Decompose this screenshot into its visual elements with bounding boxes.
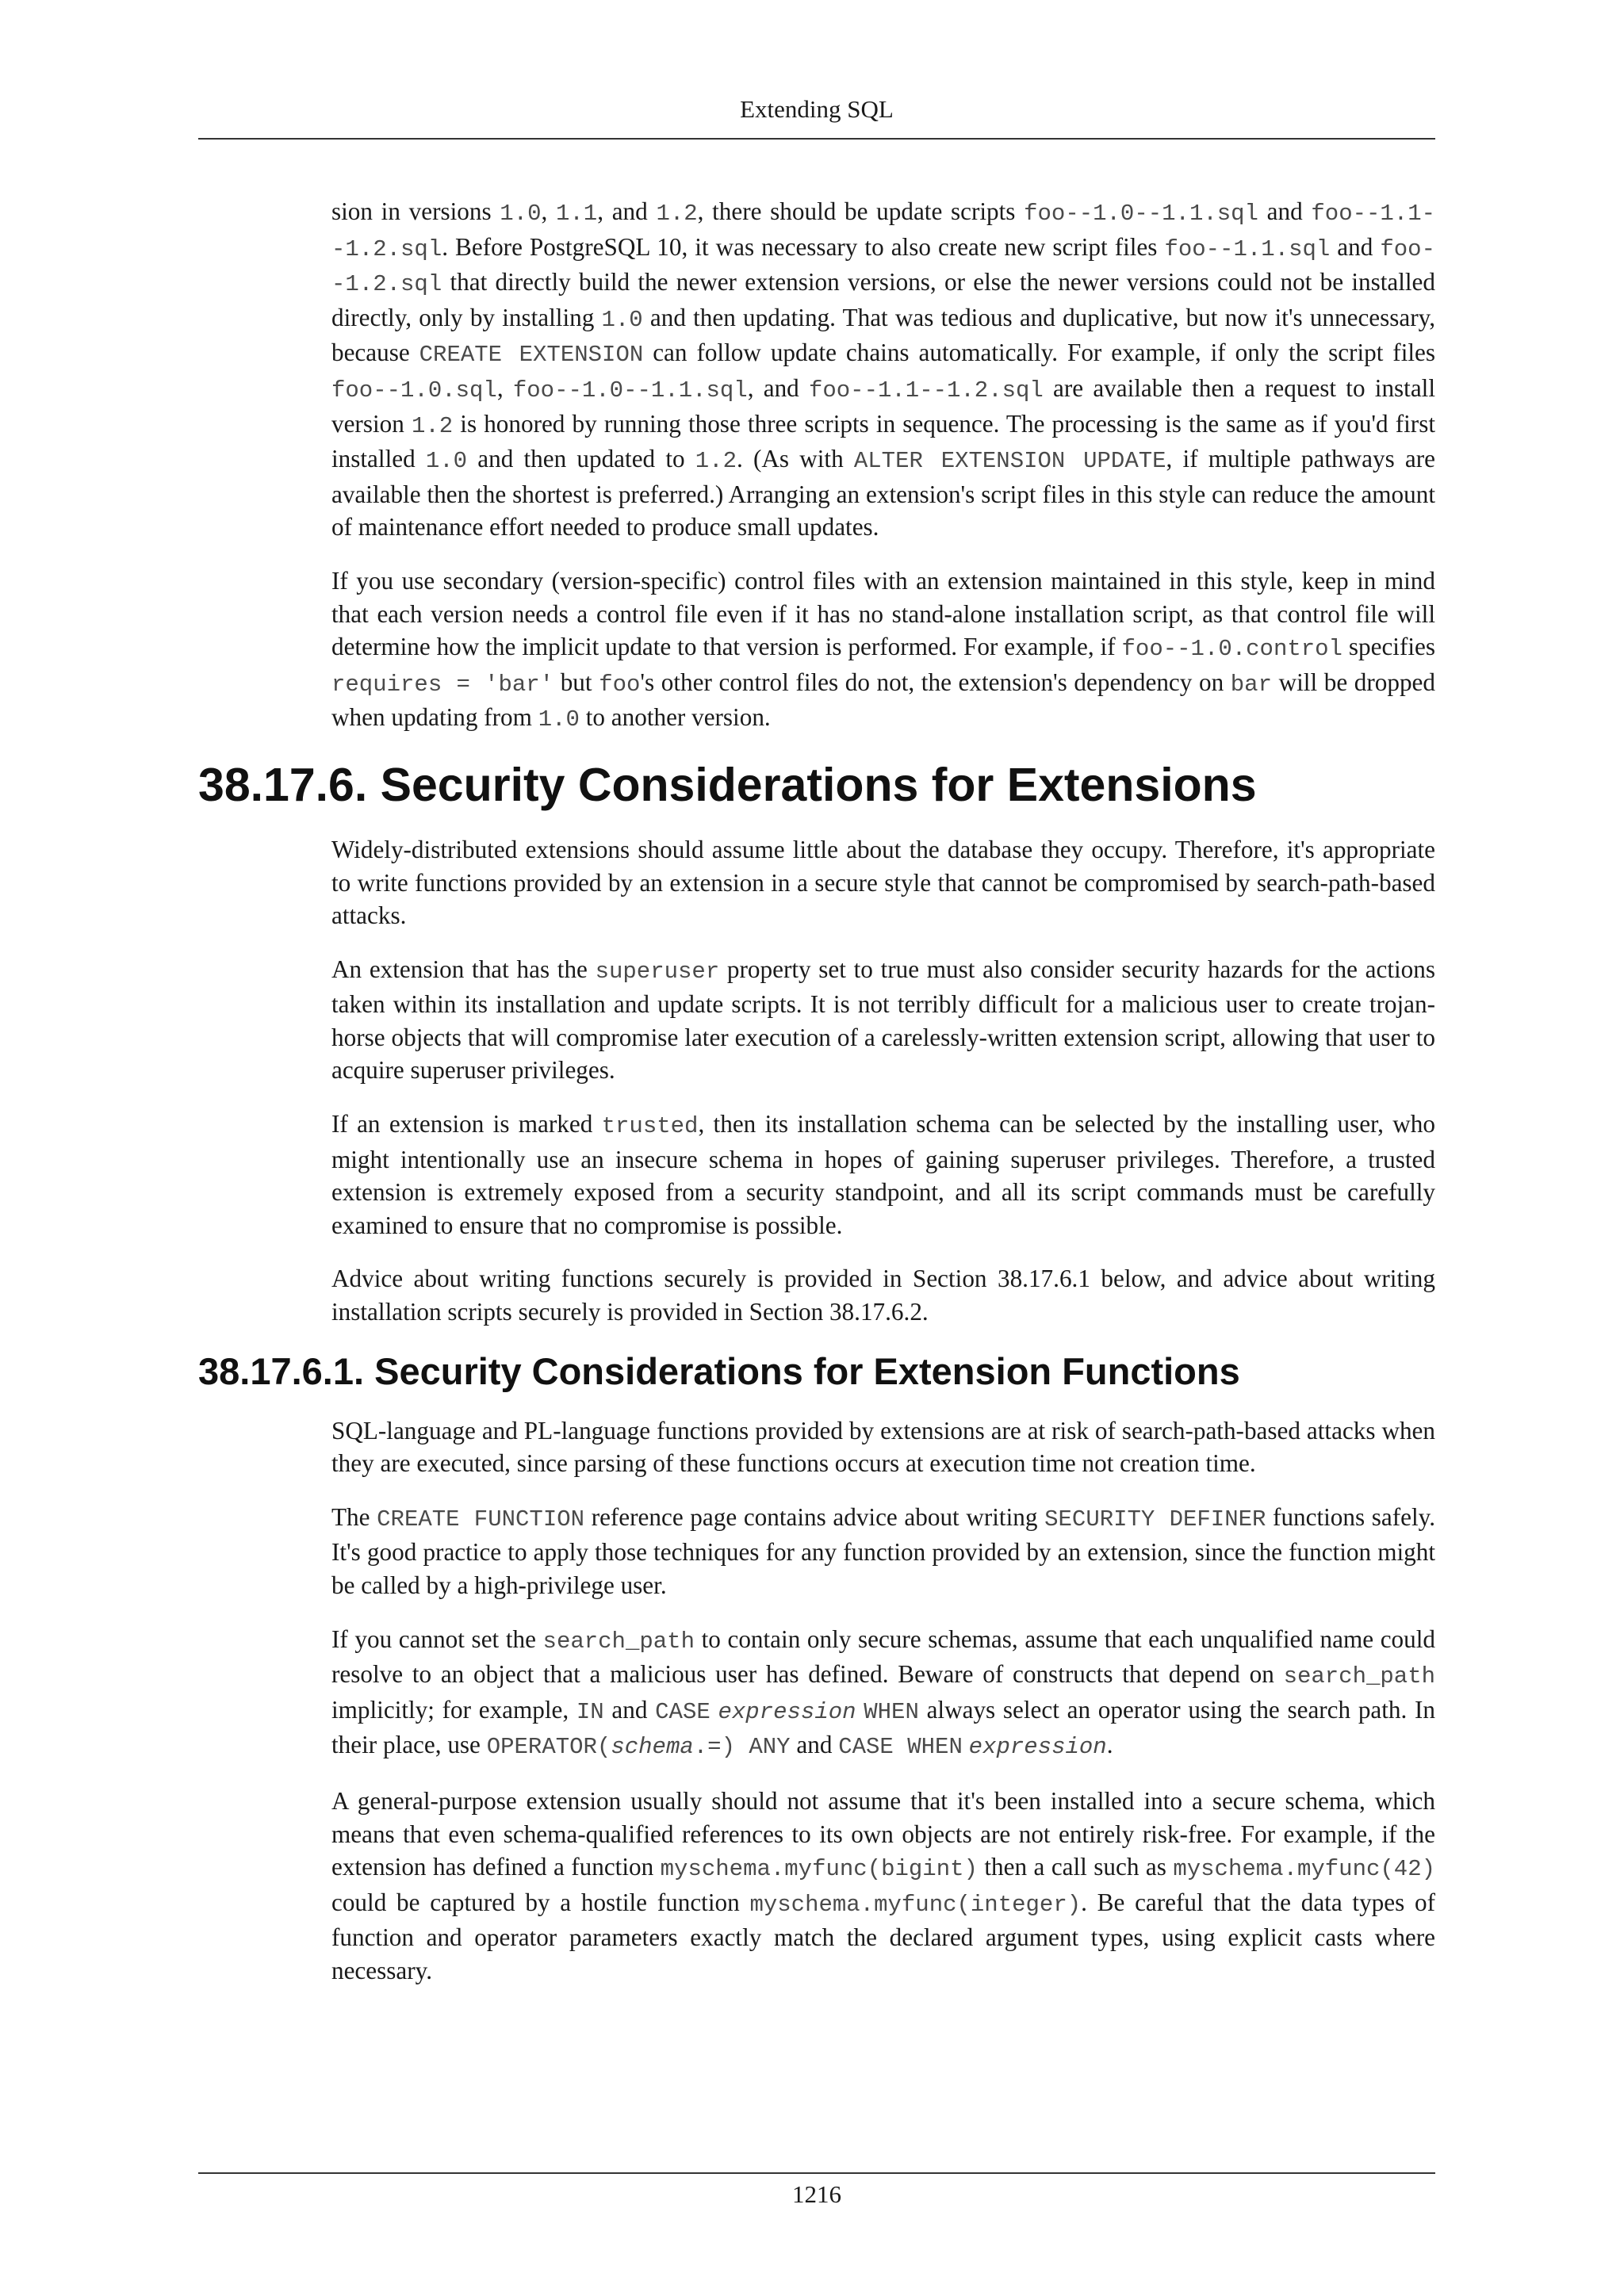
text: and: [603, 1695, 656, 1724]
text: reference page contains advice about writing: [584, 1502, 1045, 1531]
text: and: [790, 1731, 839, 1759]
inline-code-italic: expression: [718, 1698, 856, 1725]
inline-code-italic: expression: [968, 1734, 1107, 1761]
inline-code: foo--1.1.sql: [1164, 235, 1331, 262]
inline-code: requires = 'bar': [331, 671, 554, 698]
inline-code: 1.2: [411, 412, 454, 439]
text: If you use secondary (version-specific) control files with an extension maintained in this style, keep in mind that each version needs a control file even if it has no stand-alone installation script, as that control file will determine how the implicit update to that version is performed. For example, if: [331, 566, 1435, 661]
text: 's other control files do not, the extension's dependency on: [640, 668, 1231, 696]
text: , if multiple pathways are available then the shortest is preferred.) Arranging an extension's script files in this style can reduce the amount of maintenance effort needed to produce small updates.: [331, 445, 1435, 541]
paragraph-create-function: [331, 1501, 1435, 1602]
text: . Be careful that the data types of function and operator parameters exactly match the declared argument types, using explicit casts where necessary.: [331, 1888, 1435, 1984]
inline-code: foo--1.1--1.2.sql: [331, 201, 1436, 262]
text: . (As with: [737, 445, 854, 473]
text: property set to true must also consider security hazards for the actions taken within its installation and update scripts. It is not terribly difficult for a malicious user to create trojan-horse objects that will compromise later execution of a carelessly-written extension script, allowing that user to acquire superuser privileges.: [331, 955, 1435, 1085]
inline-code: foo: [599, 671, 641, 698]
text: , then its installation schema can be selected by the installing user, who might intentionally use an insecure schema in hopes of gaining superuser privileges. Therefore, a trusted extension is extremely exposed from a security standpoint, and all its script commands must be carefully examined to ensure that no compromise is possible.: [331, 1110, 1435, 1239]
running-header: Extending SQL: [740, 95, 894, 123]
text: then a call such as: [977, 1853, 1174, 1881]
inline-code: foo--1.2.sql: [331, 235, 1435, 298]
text: . Before PostgreSQL 10, it was necessary to also create new script files: [442, 232, 1165, 261]
paragraph-trusted: [331, 1108, 1435, 1242]
text: sion in versions: [331, 197, 500, 225]
inline-code: myschema.myfunc(42): [1173, 1856, 1435, 1883]
inline-code: search_path: [1283, 1663, 1435, 1690]
inline-code: myschema.myfunc(bigint): [660, 1856, 978, 1883]
subsection-heading: 38.17.6.1. Security Considerations for Extension Functions: [198, 1349, 1240, 1392]
paragraph-advice: [331, 1262, 1435, 1328]
inline-code: IN: [576, 1698, 604, 1725]
text: If you cannot set the: [331, 1624, 543, 1653]
paragraph-widely-distributed: [331, 833, 1435, 932]
text: is honored by running those three scripts in sequence. The processing is the same as if you'd first installed: [331, 409, 1435, 473]
inline-code: ALTER EXTENSION UPDATE: [853, 448, 1166, 475]
text: A general-purpose extension usually should not assume that it's been installed into a secure schema, which means that even schema-qualified references to its own objects are not entirely risk-free. For example, if the extension has defined a function: [331, 1786, 1435, 1881]
page-content: [198, 195, 1435, 1988]
inline-code: trusted: [601, 1113, 699, 1140]
inline-code: CREATE EXTENSION: [419, 342, 644, 369]
inline-code: foo--1.0--1.1.sql: [1024, 201, 1258, 227]
paragraph-superuser: [331, 953, 1435, 1087]
inline-code: 1.0: [425, 448, 468, 475]
text: but: [553, 668, 599, 696]
paragraph-sql-functions: [331, 1414, 1435, 1480]
text: and then updating. That was tedious and duplicative, but now it's unnecessary, because: [331, 303, 1436, 367]
text: .: [1106, 1731, 1113, 1759]
text: ,: [496, 373, 513, 402]
text: will be dropped when updating from: [331, 668, 1435, 732]
header-rule: [198, 138, 1435, 140]
inline-code: 1.2: [695, 448, 737, 475]
inline-code: 1.0: [500, 201, 542, 227]
text: ,: [541, 197, 556, 225]
footer-rule: [198, 2172, 1435, 2174]
inline-code: .=) ANY: [693, 1734, 791, 1761]
inline-code: CASE: [655, 1698, 710, 1725]
text: , and: [747, 373, 809, 402]
text: Widely-distributed extensions should assume little about the database they occupy. Therefore, it's appropriate to write functions provided by an extension in a secure style that cannot be compromised by search-path-based attacks.: [331, 835, 1435, 930]
inline-code: SECURITY DEFINER: [1044, 1506, 1266, 1533]
text: implicitly; for example,: [331, 1695, 576, 1724]
inline-code: foo--1.1--1.2.sql: [808, 377, 1044, 404]
paragraph-update-chains: [331, 195, 1435, 544]
text: that directly build the newer extension versions, or else the newer versions could not be installed directly, only by installing: [331, 268, 1435, 331]
inline-code: foo--1.0--1.1.sql: [512, 377, 748, 404]
inline-code: 1.2: [656, 201, 698, 227]
inline-code: myschema.myfunc(integer): [749, 1891, 1082, 1918]
text: can follow update chains automatically. For example, if only the script files: [643, 339, 1436, 367]
text: If an extension is marked: [331, 1110, 602, 1138]
text: are available then a request to install version: [331, 373, 1436, 438]
text: and: [1330, 232, 1381, 261]
inline-code: foo--1.0.sql: [331, 377, 497, 404]
text: specifies: [1342, 633, 1435, 661]
inline-code: OPERATOR(: [486, 1734, 611, 1761]
inline-code: superuser: [595, 958, 720, 985]
text: functions safely. It's good practice to apply those techniques for any function provided by an extension, since the function might be called by a high-privilege user.: [331, 1502, 1436, 1599]
text: always select an operator using the search path. In their place, use: [331, 1695, 1436, 1759]
text: , there should be update scripts: [697, 197, 1025, 225]
paragraph-search-path: [331, 1623, 1435, 1764]
inline-code-italic: schema: [611, 1734, 694, 1761]
inline-code: WHEN: [864, 1698, 919, 1725]
inline-code: 1.1: [556, 201, 598, 227]
text: and then updated to: [467, 445, 695, 473]
paragraph-schema-qualified: [331, 1785, 1435, 1988]
inline-code: CREATE FUNCTION: [377, 1506, 585, 1533]
text: Advice about writing functions securely is provided in Section 38.17.6.1 below, and advice about writing installation scripts securely is provided in Section 38.17.6.2.: [331, 1265, 1435, 1326]
inline-code: foo--1.0.control: [1121, 636, 1342, 663]
text: to another version.: [579, 703, 771, 732]
inline-code: bar: [1230, 671, 1272, 698]
inline-code: 1.0: [601, 306, 643, 333]
text: to contain only secure schemas, assume that each unqualified name could resolve to an object that a malicious user has defined. Beware of constructs that depend on: [331, 1624, 1435, 1689]
section-heading: 38.17.6. Security Considerations for Extensions: [198, 758, 1257, 811]
paragraph-control-files: [331, 564, 1435, 737]
text: SQL-language and PL-language functions provided by extensions are at risk of search-path-based attacks when they are executed, since parsing of these functions occurs at execution time not creation time.: [331, 1416, 1435, 1478]
text: An extension that has the: [331, 955, 596, 983]
inline-code: 1.0: [538, 706, 580, 733]
text: The: [331, 1502, 377, 1531]
text: and: [1258, 197, 1312, 225]
text: could be captured by a hostile function: [331, 1888, 750, 1916]
page-number: 1216: [792, 2180, 841, 2208]
text: , and: [597, 197, 657, 225]
inline-code: search_path: [542, 1628, 695, 1655]
inline-code: CASE WHEN: [838, 1734, 963, 1761]
